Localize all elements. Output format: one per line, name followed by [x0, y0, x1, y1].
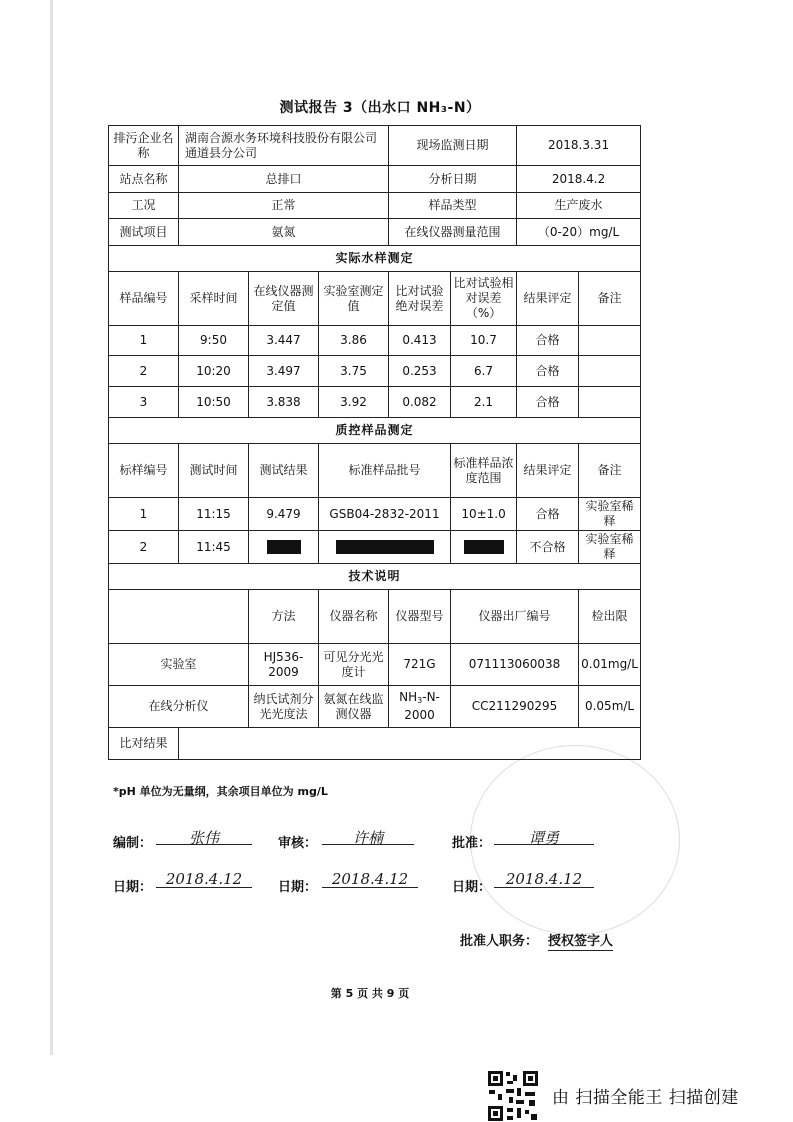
approve-label: 批准： [452, 836, 492, 851]
table-cell: 实验室稀释 [579, 531, 641, 564]
sample-type-label: 样品类型 [389, 193, 517, 219]
table-cell: 3.497 [249, 356, 319, 387]
table-cell: 0.01mg/L [579, 644, 641, 686]
redaction-block [267, 540, 301, 554]
qr-code-icon [487, 1070, 539, 1122]
condition-value: 正常 [179, 193, 389, 219]
table-cell [389, 686, 451, 728]
sample-type-value: 生产废水 [517, 193, 641, 219]
review-label: 审核： [278, 836, 318, 851]
table-cell: 合格 [517, 498, 579, 531]
table-cell: 721G [389, 644, 451, 686]
actual-section-heading: 实际水样测定 [109, 246, 641, 272]
table-cell: 不合格 [517, 531, 579, 564]
redaction-block [464, 540, 504, 554]
company-label: 排污企业名称 [109, 126, 179, 166]
table-row [109, 498, 641, 531]
review-signature: 许楠 [322, 827, 414, 845]
table-cell-redacted [319, 531, 451, 564]
table-cell: 9:50 [179, 326, 249, 356]
table-cell: 11:45 [179, 531, 249, 564]
approve-date-label: 日期： [452, 880, 492, 895]
condition-label: 工况 [109, 193, 179, 219]
table-row [109, 686, 641, 728]
column-header: 备注 [579, 272, 641, 326]
compile-label: 编制： [113, 836, 153, 851]
approve-signature: 谭勇 [494, 827, 594, 845]
binding-edge [50, 0, 53, 1055]
table-cell: 合格 [517, 356, 579, 387]
table-cell [579, 326, 641, 356]
approve-date: 2018.4.12 [494, 870, 594, 888]
table-cell: 3.447 [249, 326, 319, 356]
table-row [109, 728, 641, 760]
table-cell: 10.7 [451, 326, 517, 356]
info-row-site [109, 166, 641, 193]
column-header: 在线仪器测定值 [249, 272, 319, 326]
table-cell: 2 [109, 356, 179, 387]
info-row-condition [109, 193, 641, 219]
table-cell: 6.7 [451, 356, 517, 387]
table-cell: 在线分析仪 [109, 686, 249, 728]
column-header: 标样编号 [109, 444, 179, 498]
compile-signature: 张伟 [156, 827, 252, 845]
review-date-label: 日期： [278, 880, 318, 895]
qc-header-row [109, 444, 641, 498]
column-header: 检出限 [579, 590, 641, 644]
scanner-watermark-text: 由 扫描全能王 扫描创建 [552, 1088, 739, 1108]
table-cell: GSB04-2832-2011 [319, 498, 451, 531]
analysis-date-label: 分析日期 [389, 166, 517, 193]
position-value: 授权签字人 [548, 930, 613, 951]
column-header: 备注 [579, 444, 641, 498]
table-cell: 2.1 [451, 387, 517, 418]
column-header: 结果评定 [517, 272, 579, 326]
table-cell: 11:15 [179, 498, 249, 531]
table-cell: 3.92 [319, 387, 389, 418]
analysis-date-value: 2018.4.2 [517, 166, 641, 193]
model-suffix: -N-2000 [404, 690, 440, 722]
table-cell: 合格 [517, 387, 579, 418]
table-cell-redacted [249, 531, 319, 564]
model-prefix: NH [399, 690, 418, 704]
company-value: 湖南合源水务环境科技股份有限公司通道县分公司 [179, 126, 389, 166]
review-date: 2018.4.12 [322, 870, 418, 888]
column-header: 比对试验相对误差（%） [451, 272, 517, 326]
report-table [108, 125, 641, 760]
table-row [109, 387, 641, 418]
table-cell [579, 356, 641, 387]
report-title: 测试报告 3（出水口 NH₃-N） [279, 100, 481, 116]
column-header: 采样时间 [179, 272, 249, 326]
column-header: 测试结果 [249, 444, 319, 498]
table-cell: 9.479 [249, 498, 319, 531]
table-cell: 10:50 [179, 387, 249, 418]
table-cell: 氨氮在线监测仪器 [319, 686, 389, 728]
column-header: 仪器型号 [389, 590, 451, 644]
actual-header-row [109, 272, 641, 326]
table-cell: 0.082 [389, 387, 451, 418]
model-subscript: 3 [417, 696, 423, 705]
table-cell: 071113060038 [451, 644, 579, 686]
range-label: 在线仪器测量范围 [389, 219, 517, 246]
monitor-date-value: 2018.3.31 [517, 126, 641, 166]
table-cell: CC211290295 [451, 686, 579, 728]
position-label: 批准人职务： [460, 934, 539, 949]
site-value: 总排口 [179, 166, 389, 193]
table-cell: 0.05m/L [579, 686, 641, 728]
compare-result-value [179, 728, 641, 760]
tech-section-heading: 技术说明 [109, 564, 641, 590]
table-cell: 纳氏试剂分光光度法 [249, 686, 319, 728]
column-header: 仪器名称 [319, 590, 389, 644]
column-header: 结果评定 [517, 444, 579, 498]
table-row [109, 356, 641, 387]
qc-section-heading: 质控样品测定 [109, 418, 641, 444]
table-cell: 0.253 [389, 356, 451, 387]
column-header: 样品编号 [109, 272, 179, 326]
table-cell: 0.413 [389, 326, 451, 356]
table-row [109, 326, 641, 356]
page-number: 第 5 页 共 9 页 [330, 987, 410, 1000]
info-row-company [109, 126, 641, 166]
table-cell: 可见分光光度计 [319, 644, 389, 686]
compile-date-label: 日期： [113, 880, 153, 895]
table-cell: HJ536-2009 [249, 644, 319, 686]
table-cell: 3.75 [319, 356, 389, 387]
monitor-date-label: 现场监测日期 [389, 126, 517, 166]
table-cell: 1 [109, 498, 179, 531]
test-item-value: 氨氮 [179, 219, 389, 246]
table-cell: 10±1.0 [451, 498, 517, 531]
table-cell: 3 [109, 387, 179, 418]
tech-header-row [109, 590, 641, 644]
column-header: 比对试验绝对误差 [389, 272, 451, 326]
test-item-label: 测试项目 [109, 219, 179, 246]
table-row [109, 531, 641, 564]
table-cell: 实验室 [109, 644, 249, 686]
table-cell: 3.838 [249, 387, 319, 418]
table-cell: 10:20 [179, 356, 249, 387]
range-value: （0-20）mg/L [517, 219, 641, 246]
table-cell-redacted [451, 531, 517, 564]
footnote: *pH 单位为无量纲，其余项目单位为 mg/L [113, 785, 328, 798]
column-header: 标准样品浓度范围 [451, 444, 517, 498]
site-label: 站点名称 [109, 166, 179, 193]
column-header: 仪器出厂编号 [451, 590, 579, 644]
table-cell [579, 387, 641, 418]
table-cell: 比对结果 [109, 728, 179, 760]
table-cell: 合格 [517, 326, 579, 356]
table-cell: 实验室稀释 [579, 498, 641, 531]
tech-corner-cell [109, 590, 249, 644]
column-header: 测试时间 [179, 444, 249, 498]
column-header: 标准样品批号 [319, 444, 451, 498]
column-header: 方法 [249, 590, 319, 644]
table-cell: 2 [109, 531, 179, 564]
column-header: 实验室测定值 [319, 272, 389, 326]
table-cell: 3.86 [319, 326, 389, 356]
table-row [109, 644, 641, 686]
info-row-test-item [109, 219, 641, 246]
compile-date: 2018.4.12 [156, 870, 252, 888]
table-cell: 1 [109, 326, 179, 356]
redaction-block [336, 540, 434, 554]
